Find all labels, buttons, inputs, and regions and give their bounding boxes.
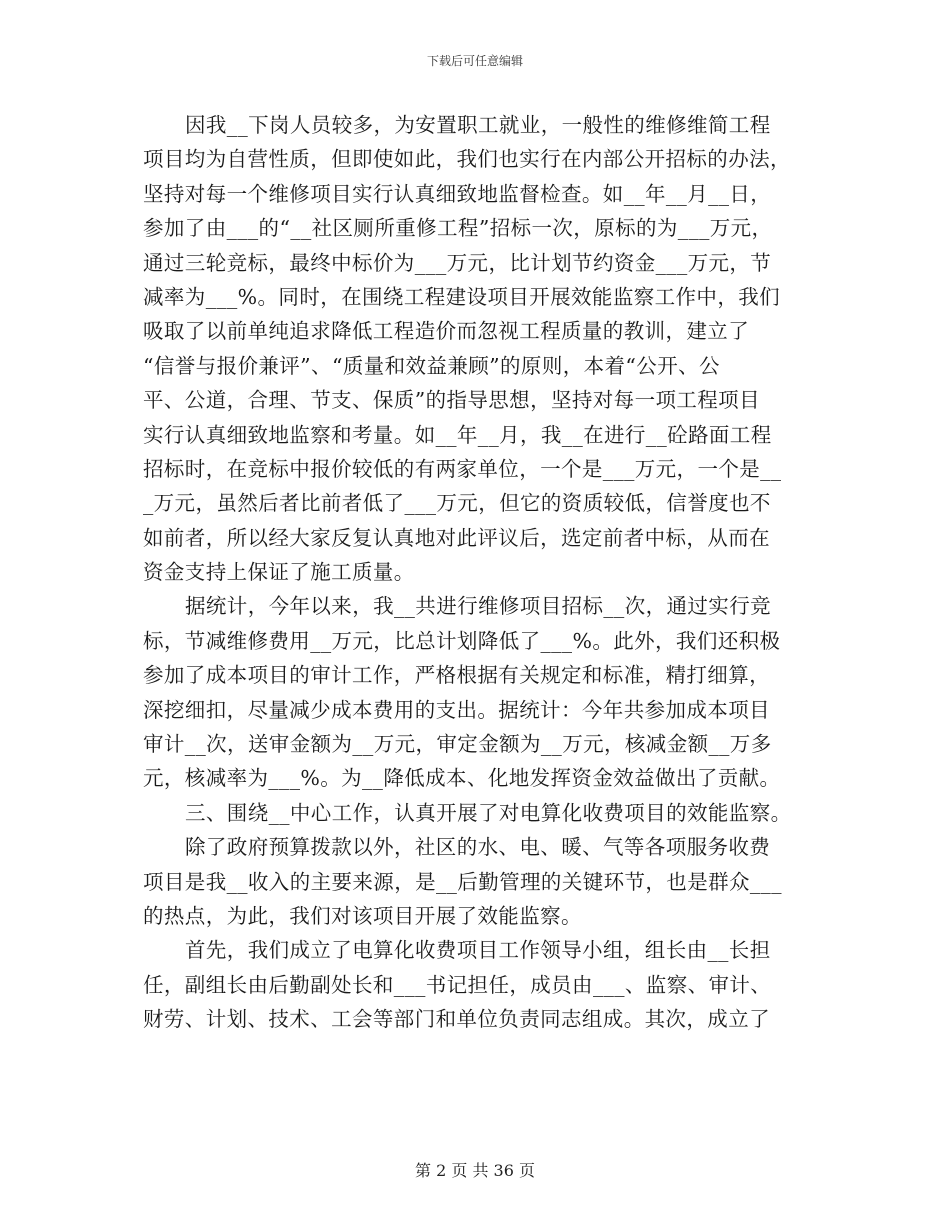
paragraph-line: 项目均为自营性质，但即使如此，我们也实行在内部公开招标的办法， — [143, 147, 791, 172]
paragraph-line: 标，节减维修费用__万元，比总计划降低了___%。此外，我们还积极 — [143, 628, 781, 653]
paragraph-line: 平、公道，合理、节支、保质”的指导思想，坚持对每一项工程项目 — [143, 388, 760, 413]
paragraph-line: 减率为___%。同时，在围绕工程建设项目开展效能监察工作中，我们 — [143, 284, 781, 309]
page-number: 第 2 页 共 36 页 — [415, 1161, 535, 1180]
section-heading: 三、围绕__中心工作，认真开展了对电算化收费项目的效能监察。 — [185, 800, 792, 825]
paragraph-line: 吸取了以前单纯追求降低工程造价而忽视工程质量的教训，建立了 — [143, 319, 750, 344]
paragraph-line: 资金支持上保证了施工质量。 — [143, 560, 415, 585]
paragraph-line: 据统计，今年以来，我__共进行维修项目招标__次，通过实行竞 — [185, 594, 771, 619]
paragraph-line: 的热点，为此，我们对该项目开展了效能监察。 — [143, 903, 582, 928]
paragraph-line: 参加了成本项目的审计工作，严格根据有关规定和标准，精打细算， — [143, 663, 770, 688]
paragraph-line: _万元，虽然后者比前者低了___万元，但它的资质较低，信誉度也不 — [143, 491, 771, 516]
paragraph-line: 元，核减率为___%。为__降低成本、化地发挥资金效益做出了贡献。 — [143, 766, 781, 791]
page-header: 下载后可任意编辑 — [426, 54, 523, 68]
document-body — [143, 108, 813, 1037]
paragraph-line: “信誉与报价兼评”、“质量和效益兼顾”的原则，本着“公开、公 — [143, 353, 720, 378]
paragraph-line: 审计__次，送审金额为__万元，审定金额为__万元，核减金额__万多 — [143, 732, 772, 757]
paragraph-line: 财劳、计划、技术、工会等部门和单位负责同志组成。其次，成立了 — [143, 1007, 770, 1032]
paragraph-line: 如前者，所以经大家反复认真地对此评议后，选定前者中标，从而在 — [143, 525, 770, 550]
paragraph-line: 因我__下岗人员较多，为安置职工就业，一般性的维修维简工程 — [185, 113, 771, 137]
paragraph-line: 项目是我__收入的主要来源，是__后勤管理的关键环节，也是群众___ — [143, 869, 782, 894]
paragraph-line: 参加了由___的“__社区厕所重修工程”招标一次，原标的为___万元， — [143, 216, 773, 241]
paragraph-line: 首先，我们成立了电算化收费项目工作领导小组，组长由__长担 — [185, 938, 771, 963]
paragraph-line: 深挖细扣，尽量减少成本费用的支出。据统计：今年共参加成本项目 — [143, 697, 770, 722]
paragraph-line: 通过三轮竞标，最终中标价为___万元，比计划节约资金___万元，节 — [143, 250, 772, 275]
paragraph-line: 任，副组长由后勤副处长和___书记担任，成员由___、监察、审计、 — [143, 972, 772, 997]
paragraph-line: 除了政府预算拨款以外，社区的水、电、暖、气等各项服务收费 — [185, 835, 771, 860]
paragraph-line: 招标时，在竞标中报价较低的有两家单位，一个是___万元，一个是__ — [143, 456, 782, 481]
paragraph-line: 坚持对每一个维修项目实行认真细致地监督检查。如__年__月__日， — [143, 181, 772, 206]
paragraph-line: 实行认真细致地监察和考量。如__年__月，我__在进行__砼路面工程 — [143, 422, 772, 447]
